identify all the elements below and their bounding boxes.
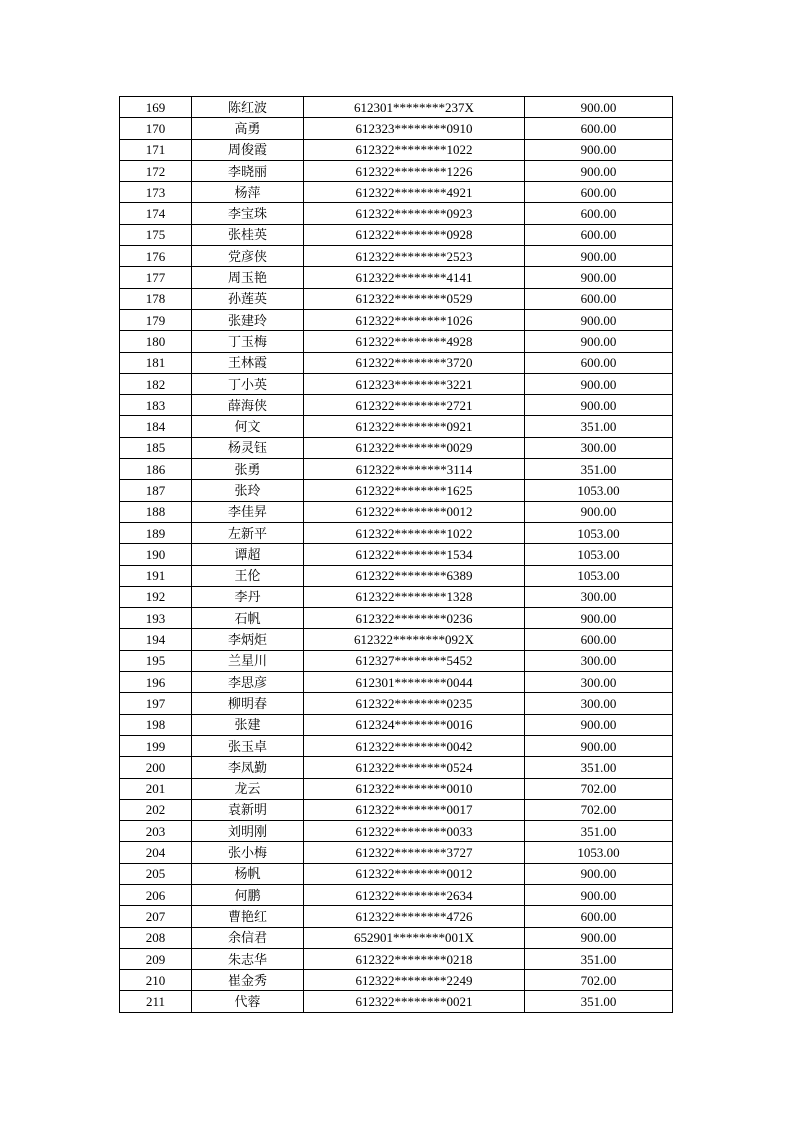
name-cell: 张玉卓 xyxy=(192,735,304,756)
table-row xyxy=(120,821,673,842)
row-number-cell: 189 xyxy=(120,522,192,543)
amount-cell: 300.00 xyxy=(525,437,673,458)
id-number-cell: 612322********092X xyxy=(304,629,525,650)
row-number-cell: 202 xyxy=(120,799,192,820)
row-number-cell: 185 xyxy=(120,437,192,458)
row-number-cell: 203 xyxy=(120,821,192,842)
row-number-cell: 205 xyxy=(120,863,192,884)
amount-cell: 600.00 xyxy=(525,352,673,373)
table-row xyxy=(120,948,673,969)
row-number-cell: 179 xyxy=(120,309,192,330)
row-number-cell: 171 xyxy=(120,139,192,160)
row-number-cell: 197 xyxy=(120,693,192,714)
row-number-cell: 208 xyxy=(120,927,192,948)
row-number-cell: 206 xyxy=(120,884,192,905)
name-cell: 何文 xyxy=(192,416,304,437)
row-number-cell: 169 xyxy=(120,97,192,118)
amount-cell: 1053.00 xyxy=(525,522,673,543)
row-number-cell: 204 xyxy=(120,842,192,863)
id-number-cell: 612322********2249 xyxy=(304,970,525,991)
table-row xyxy=(120,267,673,288)
table-row xyxy=(120,501,673,522)
id-number-cell: 612322********1022 xyxy=(304,139,525,160)
table-row xyxy=(120,544,673,565)
row-number-cell: 173 xyxy=(120,182,192,203)
table-row xyxy=(120,991,673,1012)
amount-cell: 600.00 xyxy=(525,203,673,224)
id-number-cell: 612322********1328 xyxy=(304,586,525,607)
name-cell: 柳明春 xyxy=(192,693,304,714)
table-row xyxy=(120,373,673,394)
amount-cell: 900.00 xyxy=(525,331,673,352)
id-number-cell: 612322********0042 xyxy=(304,735,525,756)
name-cell: 石帆 xyxy=(192,608,304,629)
table-row xyxy=(120,182,673,203)
table-row xyxy=(120,906,673,927)
table-row xyxy=(120,288,673,309)
id-number-cell: 612322********0921 xyxy=(304,416,525,437)
row-number-cell: 201 xyxy=(120,778,192,799)
table-row xyxy=(120,629,673,650)
row-number-cell: 175 xyxy=(120,224,192,245)
row-number-cell: 188 xyxy=(120,501,192,522)
table-row xyxy=(120,778,673,799)
id-number-cell: 612322********2523 xyxy=(304,246,525,267)
amount-cell: 600.00 xyxy=(525,906,673,927)
amount-cell: 702.00 xyxy=(525,799,673,820)
table-row xyxy=(120,672,673,693)
id-number-cell: 612322********0235 xyxy=(304,693,525,714)
id-number-cell: 612322********0218 xyxy=(304,948,525,969)
amount-cell: 351.00 xyxy=(525,948,673,969)
table-row xyxy=(120,842,673,863)
id-number-cell: 612322********0529 xyxy=(304,288,525,309)
row-number-cell: 194 xyxy=(120,629,192,650)
id-number-cell: 612322********0017 xyxy=(304,799,525,820)
name-cell: 朱志华 xyxy=(192,948,304,969)
name-cell: 李凤勤 xyxy=(192,757,304,778)
name-cell: 曹艳红 xyxy=(192,906,304,927)
id-number-cell: 612322********3720 xyxy=(304,352,525,373)
table-row xyxy=(120,118,673,139)
id-number-cell: 612322********1026 xyxy=(304,309,525,330)
id-number-cell: 612322********1534 xyxy=(304,544,525,565)
name-cell: 刘明刚 xyxy=(192,821,304,842)
amount-cell: 300.00 xyxy=(525,672,673,693)
row-number-cell: 198 xyxy=(120,714,192,735)
table-row xyxy=(120,970,673,991)
row-number-cell: 190 xyxy=(120,544,192,565)
name-cell: 崔金秀 xyxy=(192,970,304,991)
roster-table-body xyxy=(120,97,673,1013)
id-number-cell: 612322********2634 xyxy=(304,884,525,905)
table-row xyxy=(120,97,673,118)
table-row xyxy=(120,480,673,501)
name-cell: 杨帆 xyxy=(192,863,304,884)
id-number-cell: 612322********0033 xyxy=(304,821,525,842)
name-cell: 张建 xyxy=(192,714,304,735)
amount-cell: 351.00 xyxy=(525,757,673,778)
name-cell: 李丹 xyxy=(192,586,304,607)
row-number-cell: 193 xyxy=(120,608,192,629)
table-row xyxy=(120,714,673,735)
name-cell: 李思彦 xyxy=(192,672,304,693)
amount-cell: 600.00 xyxy=(525,224,673,245)
amount-cell: 1053.00 xyxy=(525,565,673,586)
name-cell: 谭超 xyxy=(192,544,304,565)
id-number-cell: 612322********0010 xyxy=(304,778,525,799)
name-cell: 李炳炬 xyxy=(192,629,304,650)
id-number-cell: 612322********4928 xyxy=(304,331,525,352)
name-cell: 杨萍 xyxy=(192,182,304,203)
table-row xyxy=(120,693,673,714)
amount-cell: 300.00 xyxy=(525,586,673,607)
amount-cell: 600.00 xyxy=(525,182,673,203)
row-number-cell: 207 xyxy=(120,906,192,927)
id-number-cell: 612322********3114 xyxy=(304,459,525,480)
id-number-cell: 612327********5452 xyxy=(304,650,525,671)
amount-cell: 900.00 xyxy=(525,395,673,416)
amount-cell: 300.00 xyxy=(525,650,673,671)
row-number-cell: 182 xyxy=(120,373,192,394)
row-number-cell: 187 xyxy=(120,480,192,501)
document-page xyxy=(119,96,672,1013)
id-number-cell: 612322********4921 xyxy=(304,182,525,203)
name-cell: 丁小英 xyxy=(192,373,304,394)
id-number-cell: 612322********0012 xyxy=(304,501,525,522)
table-row xyxy=(120,586,673,607)
table-row xyxy=(120,139,673,160)
amount-cell: 600.00 xyxy=(525,118,673,139)
id-number-cell: 612322********0012 xyxy=(304,863,525,884)
table-row xyxy=(120,757,673,778)
id-number-cell: 612324********0016 xyxy=(304,714,525,735)
row-number-cell: 210 xyxy=(120,970,192,991)
name-cell: 王伦 xyxy=(192,565,304,586)
table-row xyxy=(120,160,673,181)
amount-cell: 351.00 xyxy=(525,991,673,1012)
name-cell: 高勇 xyxy=(192,118,304,139)
id-number-cell: 612323********0910 xyxy=(304,118,525,139)
amount-cell: 702.00 xyxy=(525,778,673,799)
row-number-cell: 211 xyxy=(120,991,192,1012)
amount-cell: 900.00 xyxy=(525,863,673,884)
amount-cell: 600.00 xyxy=(525,629,673,650)
id-number-cell: 612322********4141 xyxy=(304,267,525,288)
row-number-cell: 192 xyxy=(120,586,192,607)
name-cell: 陈红波 xyxy=(192,97,304,118)
table-row xyxy=(120,416,673,437)
id-number-cell: 612322********0236 xyxy=(304,608,525,629)
id-number-cell: 612301********0044 xyxy=(304,672,525,693)
amount-cell: 1053.00 xyxy=(525,544,673,565)
name-cell: 张勇 xyxy=(192,459,304,480)
amount-cell: 900.00 xyxy=(525,735,673,756)
id-number-cell: 612322********6389 xyxy=(304,565,525,586)
table-row xyxy=(120,331,673,352)
amount-cell: 1053.00 xyxy=(525,842,673,863)
amount-cell: 900.00 xyxy=(525,267,673,288)
table-row xyxy=(120,650,673,671)
id-number-cell: 612322********0029 xyxy=(304,437,525,458)
row-number-cell: 196 xyxy=(120,672,192,693)
row-number-cell: 176 xyxy=(120,246,192,267)
amount-cell: 351.00 xyxy=(525,416,673,437)
table-row xyxy=(120,863,673,884)
name-cell: 左新平 xyxy=(192,522,304,543)
name-cell: 张桂英 xyxy=(192,224,304,245)
table-row xyxy=(120,309,673,330)
amount-cell: 702.00 xyxy=(525,970,673,991)
id-number-cell: 612322********0923 xyxy=(304,203,525,224)
name-cell: 代蓉 xyxy=(192,991,304,1012)
id-number-cell: 612322********4726 xyxy=(304,906,525,927)
amount-cell: 900.00 xyxy=(525,373,673,394)
name-cell: 兰星川 xyxy=(192,650,304,671)
id-number-cell: 612322********0928 xyxy=(304,224,525,245)
id-number-cell: 612322********2721 xyxy=(304,395,525,416)
name-cell: 周俊霞 xyxy=(192,139,304,160)
table-row xyxy=(120,352,673,373)
amount-cell: 1053.00 xyxy=(525,480,673,501)
name-cell: 何鹏 xyxy=(192,884,304,905)
amount-cell: 900.00 xyxy=(525,714,673,735)
row-number-cell: 180 xyxy=(120,331,192,352)
name-cell: 李宝珠 xyxy=(192,203,304,224)
name-cell: 李晓丽 xyxy=(192,160,304,181)
amount-cell: 900.00 xyxy=(525,139,673,160)
row-number-cell: 200 xyxy=(120,757,192,778)
amount-cell: 900.00 xyxy=(525,608,673,629)
name-cell: 龙云 xyxy=(192,778,304,799)
table-row xyxy=(120,203,673,224)
row-number-cell: 181 xyxy=(120,352,192,373)
row-number-cell: 178 xyxy=(120,288,192,309)
amount-cell: 900.00 xyxy=(525,884,673,905)
table-row xyxy=(120,395,673,416)
amount-cell: 900.00 xyxy=(525,927,673,948)
row-number-cell: 172 xyxy=(120,160,192,181)
amount-cell: 351.00 xyxy=(525,459,673,480)
row-number-cell: 184 xyxy=(120,416,192,437)
name-cell: 张玲 xyxy=(192,480,304,501)
amount-cell: 900.00 xyxy=(525,160,673,181)
row-number-cell: 209 xyxy=(120,948,192,969)
name-cell: 丁玉梅 xyxy=(192,331,304,352)
name-cell: 党彦侠 xyxy=(192,246,304,267)
row-number-cell: 195 xyxy=(120,650,192,671)
name-cell: 孙莲英 xyxy=(192,288,304,309)
name-cell: 王林霞 xyxy=(192,352,304,373)
row-number-cell: 186 xyxy=(120,459,192,480)
amount-cell: 900.00 xyxy=(525,501,673,522)
table-row xyxy=(120,735,673,756)
name-cell: 袁新明 xyxy=(192,799,304,820)
id-number-cell: 612323********3221 xyxy=(304,373,525,394)
row-number-cell: 170 xyxy=(120,118,192,139)
table-row xyxy=(120,437,673,458)
name-cell: 薛海侠 xyxy=(192,395,304,416)
id-number-cell: 612322********0524 xyxy=(304,757,525,778)
table-row xyxy=(120,459,673,480)
amount-cell: 900.00 xyxy=(525,309,673,330)
name-cell: 余信君 xyxy=(192,927,304,948)
row-number-cell: 177 xyxy=(120,267,192,288)
id-number-cell: 612322********3727 xyxy=(304,842,525,863)
amount-cell: 900.00 xyxy=(525,97,673,118)
amount-cell: 351.00 xyxy=(525,821,673,842)
amount-cell: 600.00 xyxy=(525,288,673,309)
row-number-cell: 191 xyxy=(120,565,192,586)
table-row xyxy=(120,565,673,586)
table-row xyxy=(120,799,673,820)
name-cell: 张小梅 xyxy=(192,842,304,863)
name-cell: 周玉艳 xyxy=(192,267,304,288)
table-row xyxy=(120,522,673,543)
id-number-cell: 612322********1625 xyxy=(304,480,525,501)
table-row xyxy=(120,608,673,629)
id-number-cell: 652901********001X xyxy=(304,927,525,948)
table-row xyxy=(120,927,673,948)
id-number-cell: 612322********0021 xyxy=(304,991,525,1012)
row-number-cell: 174 xyxy=(120,203,192,224)
id-number-cell: 612301********237X xyxy=(304,97,525,118)
name-cell: 杨灵钰 xyxy=(192,437,304,458)
id-number-cell: 612322********1022 xyxy=(304,522,525,543)
name-cell: 张建玲 xyxy=(192,309,304,330)
amount-cell: 900.00 xyxy=(525,246,673,267)
name-cell: 李佳昇 xyxy=(192,501,304,522)
amount-cell: 300.00 xyxy=(525,693,673,714)
table-row xyxy=(120,884,673,905)
roster-table xyxy=(119,96,673,1013)
table-row xyxy=(120,246,673,267)
row-number-cell: 199 xyxy=(120,735,192,756)
row-number-cell: 183 xyxy=(120,395,192,416)
id-number-cell: 612322********1226 xyxy=(304,160,525,181)
table-row xyxy=(120,224,673,245)
